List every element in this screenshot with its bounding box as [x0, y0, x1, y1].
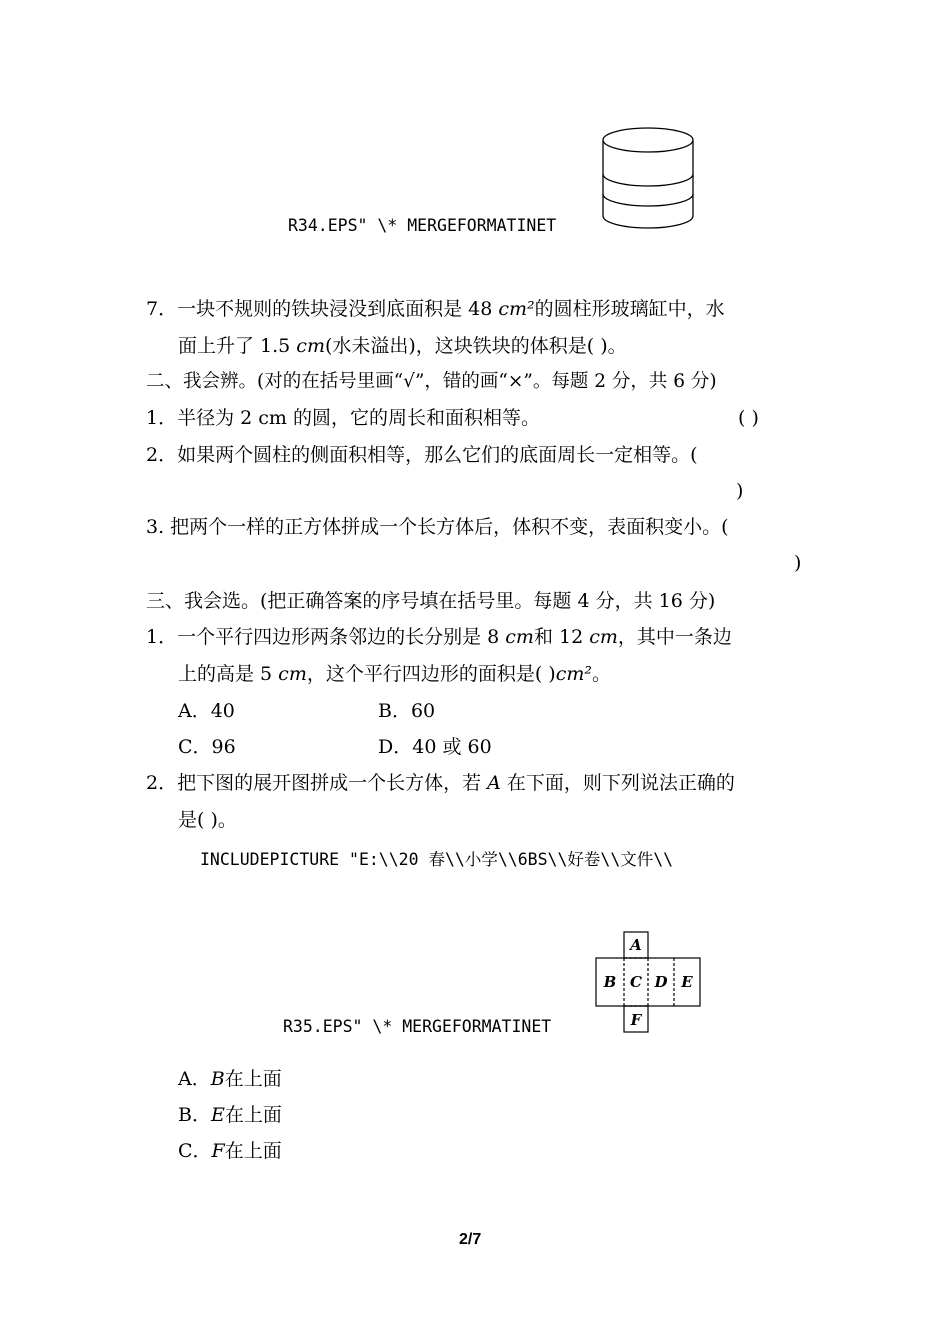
q2-option-c	[178, 1139, 282, 1163]
option-var: B	[210, 1068, 225, 1090]
option-prefix: B．	[178, 1104, 211, 1126]
q1-text-b: 和 12	[533, 626, 590, 648]
q2-text-a: 2．把下图的展开图拼成一个长方体，若	[146, 772, 488, 794]
answer-bracket: ( )	[738, 407, 759, 429]
section-3-q1-line-1	[146, 625, 732, 649]
q2-option-a	[178, 1067, 282, 1091]
page-number: 2/7	[459, 1231, 482, 1248]
q1-text-e: ，这个平行四边形的面积是( )	[306, 663, 556, 685]
q1-unit-2: cm	[589, 626, 618, 648]
option-prefix: A．	[178, 1068, 211, 1090]
q1-text-d: 上的高是 5	[178, 663, 279, 685]
q1-unit-cm2: cm²	[555, 663, 592, 685]
q2-var-a: A	[487, 772, 501, 794]
net-label-d: D	[654, 973, 668, 991]
answer-bracket-close: )	[736, 480, 744, 502]
section-2-heading: 二、我会辨。(对的在括号里画“√”，错的画“×”。每题 2 分，共 6 分)	[146, 371, 717, 392]
option-var: F	[211, 1140, 225, 1162]
section-3-q2-line-1	[146, 771, 735, 795]
figure-caption-r35: R35.EPS" \* MERGEFORMATINET	[283, 1017, 552, 1036]
question-7-line-1	[146, 297, 725, 321]
section-2-item-2: 2．如果两个圆柱的侧面积相等，那么它们的底面周长一定相等。(	[146, 444, 698, 466]
question-7-line-2	[178, 334, 627, 358]
q1-text-f: 。	[592, 663, 612, 685]
net-label-c: C	[630, 973, 642, 991]
include-picture-field: INCLUDEPICTURE "E:\\20 春\\小学\\6BS\\好卷\\文件\\	[200, 850, 674, 869]
section-3-q2-line-2: 是( )。	[178, 809, 237, 831]
q1-option-a: A．40	[178, 700, 235, 722]
figure-caption-r34: R34.EPS" \* MERGEFORMATINET	[288, 216, 557, 235]
net-label-top: A	[630, 936, 642, 954]
q7-text-d: (水未溢出)，这块铁块的体积是( )。	[324, 335, 627, 357]
section-2-item-1: 1．半径为 2 cm 的圆，它的周长和面积相等。	[146, 407, 540, 429]
net-label-e: E	[681, 973, 693, 991]
section-3-heading: 三、我会选。(把正确答案的序号填在括号里。每题 4 分，共 16 分)	[146, 590, 716, 612]
q1-unit-3: cm	[278, 663, 307, 685]
option-prefix: C．	[178, 1140, 212, 1162]
q2-option-b	[178, 1103, 282, 1127]
option-text: 在上面	[224, 1140, 282, 1162]
q1-option-d: D．40 或 60	[378, 736, 492, 758]
q7-unit-cm2: cm²	[498, 298, 535, 320]
section-3-q1-line-2	[178, 662, 611, 686]
q7-text-b: 的圆柱形玻璃缸中，水	[534, 298, 725, 320]
q7-unit-cm: cm	[296, 335, 325, 357]
q7-text-c: 面上升了 1.5	[178, 335, 297, 357]
q7-text-a: 7．一块不规则的铁块浸没到底面积是 48	[146, 298, 499, 320]
cuboid-net-figure	[594, 930, 702, 1034]
answer-bracket-close: )	[794, 552, 802, 574]
net-label-b: B	[603, 973, 617, 991]
q1-text-a: 1．一个平行四边形两条邻边的长分别是 8	[146, 626, 506, 648]
net-label-bottom: F	[630, 1011, 642, 1029]
q1-text-c: ，其中一条边	[617, 626, 732, 648]
q1-option-c: C．96	[178, 736, 236, 758]
section-2-item-3: 3. 把两个一样的正方体拼成一个长方体后，体积不变，表面积变小。(	[146, 516, 729, 538]
option-text: 在上面	[224, 1104, 282, 1126]
q2-text-b: 在下面，则下列说法正确的	[500, 772, 735, 794]
q1-option-b: B．60	[378, 700, 436, 722]
cylinder-figure	[600, 124, 696, 232]
q1-unit-1: cm	[505, 626, 534, 648]
option-var: E	[210, 1104, 225, 1126]
option-text: 在上面	[224, 1068, 282, 1090]
